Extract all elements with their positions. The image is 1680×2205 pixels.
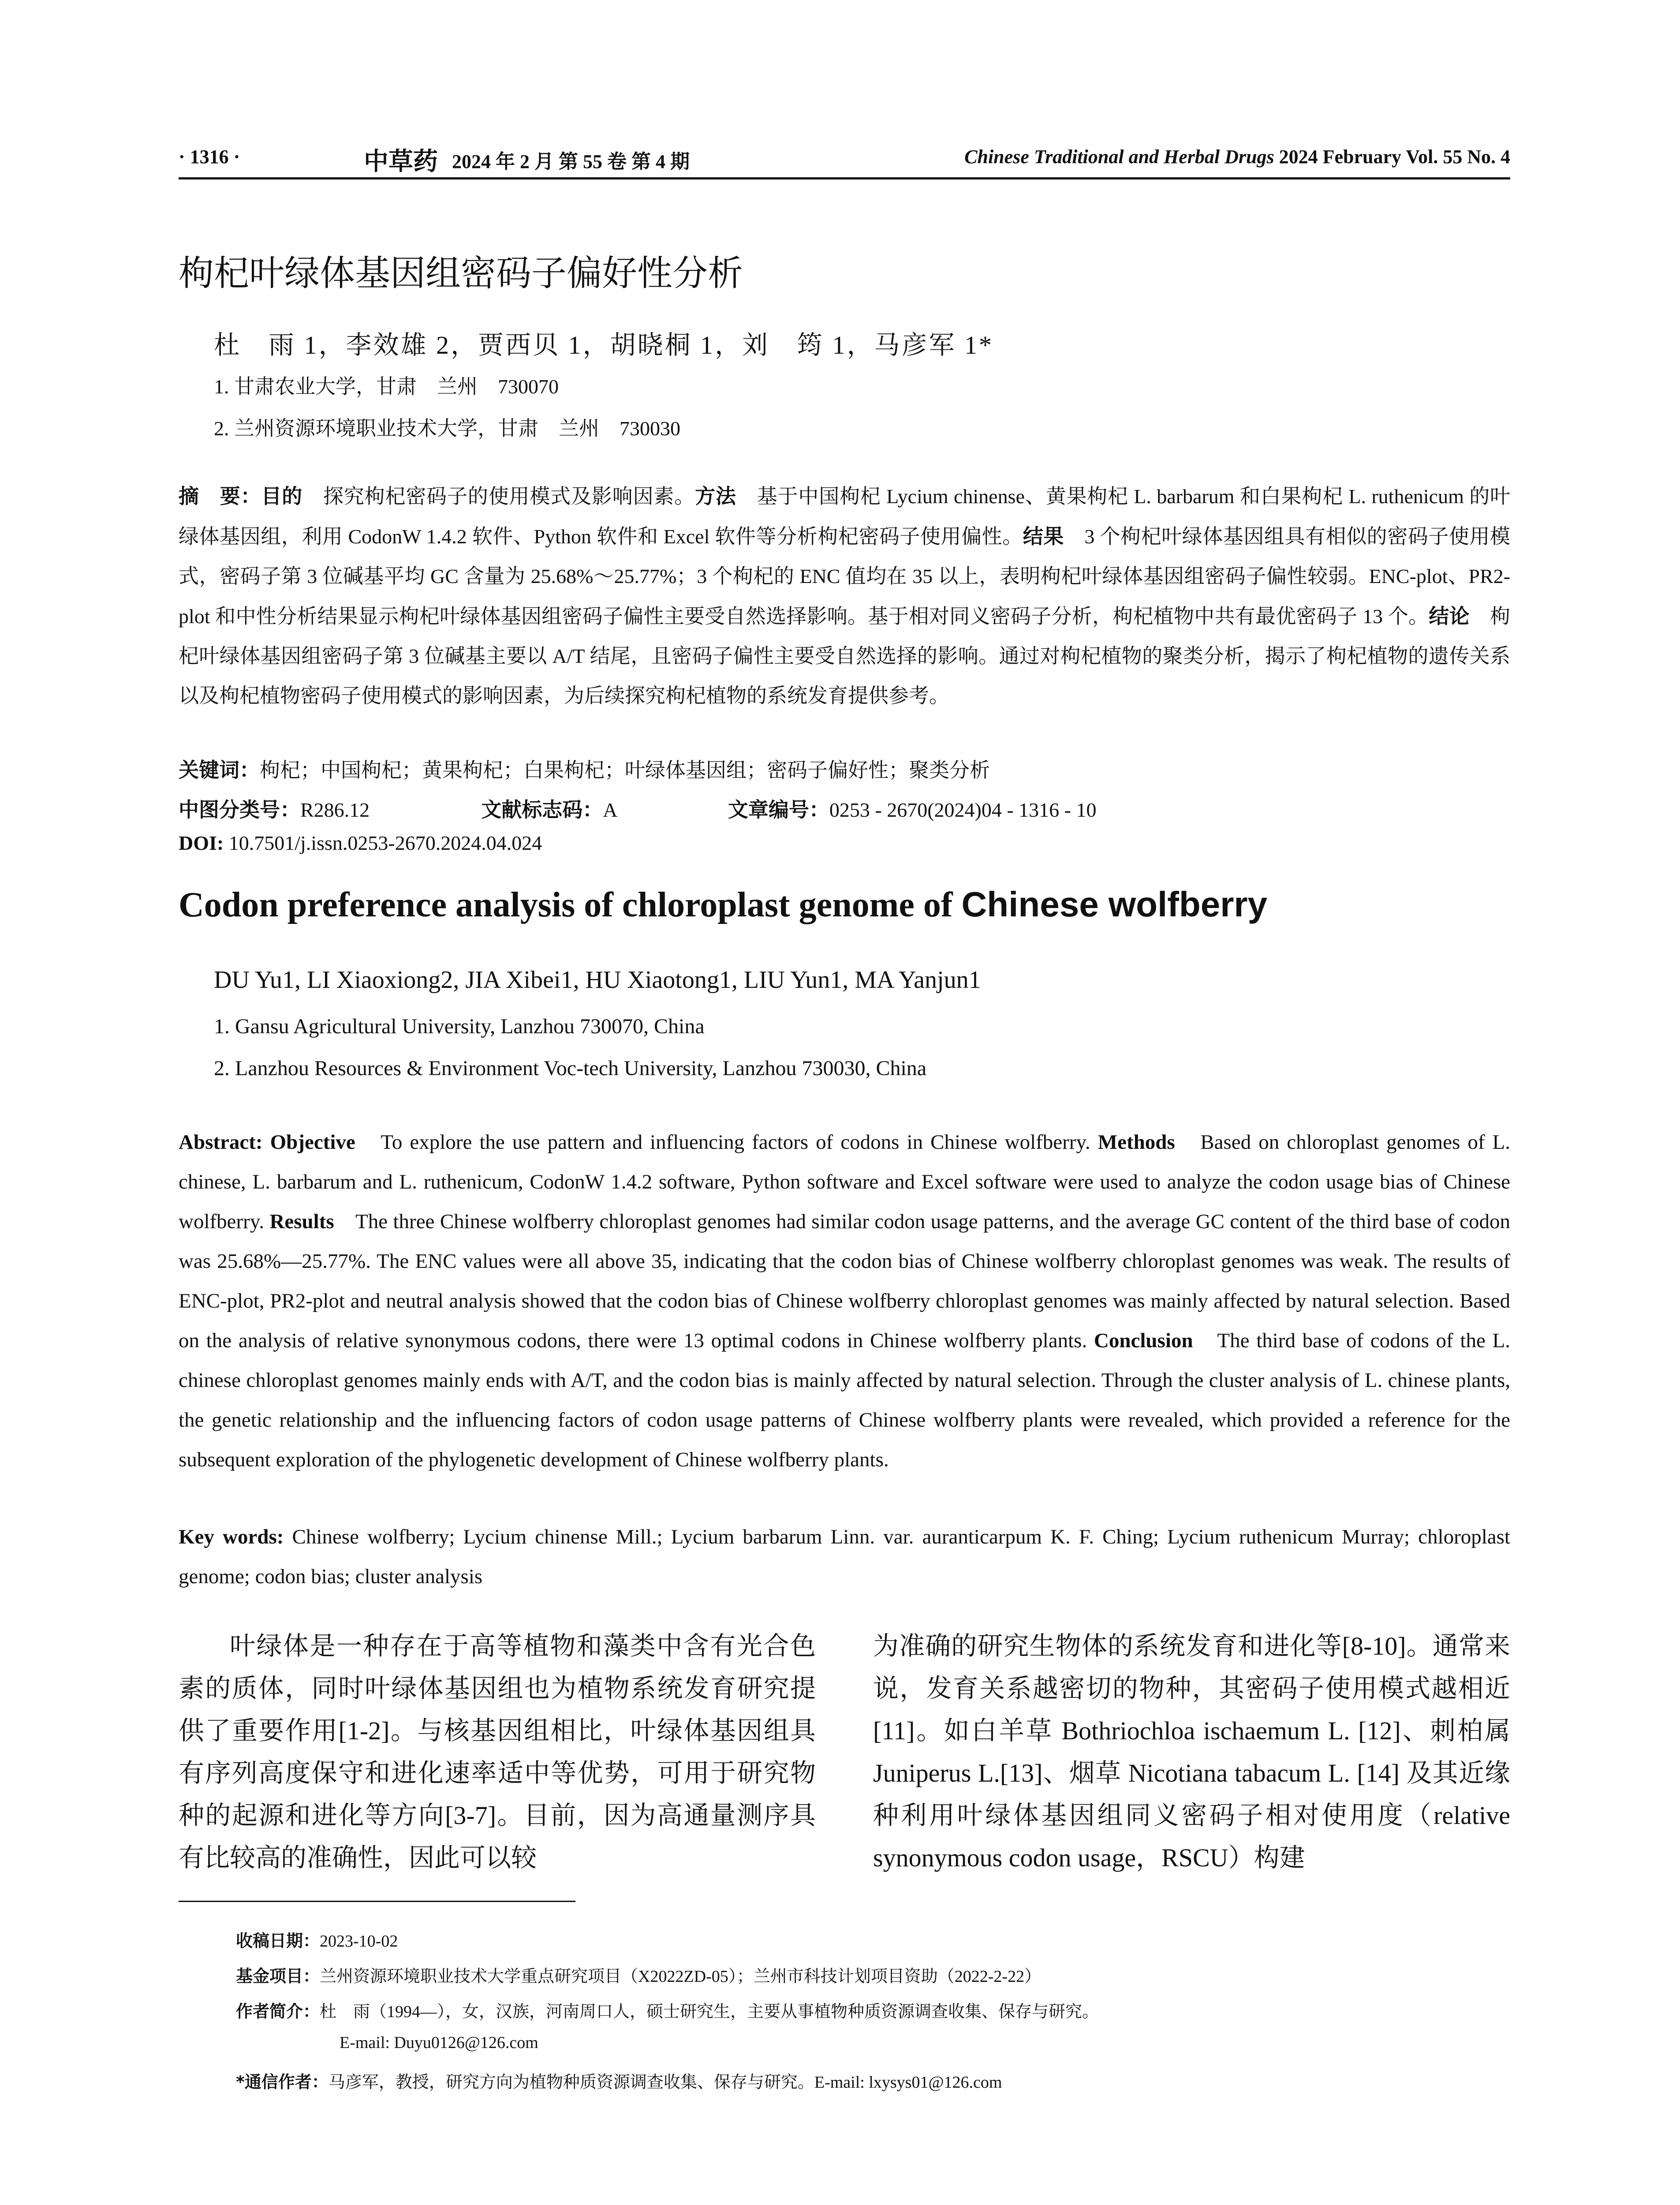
results-text: 3 个枸杞叶绿体基因组具有相似的密码子使用模式，密码子第 3 位碱基平均 GC 含量为 25.68%～25.77%；3 个枸杞的 ENC 值均在 35 以上，表明枸杞叶绿体基因组密码子偏性较弱。ENC-plot、PR2-plot 和中性分析结果显示枸杞叶绿体基因组密码子偏性主要受自然选择影响。基于相对同义密码子分析，枸杞植物中共有最优密码子 13 个。	[179, 525, 1511, 628]
clc-value: R286.12	[300, 799, 370, 821]
article-no-label: 文章编号：	[728, 798, 829, 822]
issue-cn: 2024 年 2 月 第 55 卷 第 4 期	[452, 151, 690, 172]
body-paragraph-right: 为准确的研究生物体的系统发育和进化等[8-10]。通常来说，发育关系越密切的物种，其密码子使用模式越相近[11]。如白羊草 Bothriochloa ischaemum L. [12]、刺柏属 Juniperus L.[13]、烟草 Nicotiana tabacum L. [14] 及其近缘种利用叶绿体基因组同义密码子相对使用度（relative synonymous codon usage，RSCU）构建	[873, 1632, 1510, 1872]
journal-name-en	[964, 146, 1510, 168]
keywords-cn-text: 枸杞；中国枸杞；黄果枸杞；白果枸杞；叶绿体基因组；密码子偏好性；聚类分析	[260, 759, 990, 781]
abstract-en-label: Abstract: Objective	[179, 1131, 355, 1154]
methods-en-text: Based on chloroplast genomes of L. chinese, L. barbarum and L. ruthenicum, CodonW 1.4.2 software, Python software and Excel software were used to analyze the codon usage bias of Chinese wolfberry.	[179, 1131, 1510, 1233]
objective-en-text: To explore the use pattern and influencing factors of codons in Chinese wolfberry.	[355, 1131, 1098, 1154]
body-column-left	[179, 1625, 816, 1879]
affiliation-cn-2: 2. 兰州资源环境职业技术大学，甘肃 兰州 730030	[214, 417, 680, 440]
title-en	[179, 884, 1267, 925]
abstract-en	[179, 1122, 1510, 1480]
objective-label: 目的	[261, 484, 303, 508]
journal-name-cn: 中草药	[364, 148, 438, 176]
keywords-en	[179, 1517, 1510, 1596]
footnote-rule	[179, 1901, 575, 1902]
received-label: 收稿日期：	[236, 1931, 320, 1951]
doc-code-label: 文献标志码：	[481, 798, 603, 822]
keywords-en-label: Key words:	[179, 1525, 284, 1548]
results-en-text: The three Chinese wolfberry chloroplast genomes had similar codon usage patterns, and the average GC content of the third base of codon was 25.68%—25.77%. The ENC values were all above 35, indicating that the codon bias of Chinese wolfberry chloroplast genomes was weak. The results of ENC-plot, PR2-plot and neutral analysis showed that the codon bias of Chinese wolfberry chloroplast genomes was mainly affected by natural selection. Based on the analysis of relative synonymous codons, there were 13 optimal codons in Chinese wolfberry plants.	[179, 1210, 1511, 1352]
methods-en-label: Methods	[1098, 1131, 1175, 1154]
received-value: 2023-10-02	[320, 1932, 398, 1951]
header-rule	[179, 177, 1510, 179]
page-number: · 1316 ·	[179, 146, 240, 168]
conclusion-text: 枸杞叶绿体基因组密码子第 3 位碱基主要以 A/T 结尾，且密码子偏性主要受自然选择的影响。通过对枸杞植物的聚类分析，揭示了枸杞植物的遗传关系以及枸杞植物密码子使用模式的影响因素，为后续探究枸杞植物的系统发育提供参考。	[179, 605, 1511, 707]
corresponding-label: *通信作者：	[236, 2072, 329, 2092]
conclusion-label: 结论	[1429, 604, 1470, 628]
affiliation-cn-1: 1. 甘肃农业大学，甘肃 兰州 730070	[214, 375, 559, 398]
keywords-cn-label: 关键词：	[179, 758, 260, 782]
affiliation-en-2: 2. Lanzhou Resources & Environment Voc-tech University, Lanzhou 730030, China	[214, 1057, 927, 1080]
journal-title-en: Chinese Traditional and Herbal Drugs	[964, 146, 1274, 168]
body-column-right	[873, 1625, 1510, 1879]
footnote-email: E-mail: Duyu0126@126.com	[340, 2033, 538, 2052]
doi-line	[179, 831, 542, 855]
fund-label: 基金项目：	[236, 1966, 320, 1986]
article-no-value: 0253 - 2670(2024)04 - 1316 - 10	[829, 799, 1097, 821]
running-header	[179, 140, 1510, 175]
fund-value: 兰州资源环境职业技术大学重点研究项目（X2022ZD-05）；兰州市科技计划项目资助（2022-2-22）	[320, 1967, 1042, 1986]
doi-value: 10.7501/j.issn.0253-2670.2024.04.024	[228, 832, 542, 854]
footnote-received	[236, 1927, 398, 1951]
abstract-cn-label: 摘 要：	[179, 484, 261, 508]
results-en-label: Results	[269, 1210, 334, 1233]
objective-text: 探究枸杞密码子的使用模式及影响因素。	[302, 485, 695, 508]
doc-code-value: A	[603, 799, 616, 821]
abstract-cn	[179, 476, 1510, 716]
keywords-en-text: Chinese wolfberry; Lycium chinense Mill.; Lycium barbarum Linn. var. auranticarpum K. F. Ching; Lycium ruthenicum Murray; chloroplast genome; codon bias; cluster analysis	[179, 1525, 1510, 1588]
methods-label: 方法	[695, 484, 736, 508]
author-bio-value: 杜 雨（1994—），女，汉族，河南周口人，硕士研究生，主要从事植物种质资源调查收集、保存与研究。	[320, 2003, 1099, 2021]
keywords-cn	[179, 754, 990, 783]
authors-en: DU Yu1, LI Xiaoxiong2, JIA Xibei1, HU Xiaotong1, LIU Yun1, MA Yanjun1	[214, 966, 981, 994]
footnote-author	[236, 1998, 1099, 2022]
body-paragraph-left: 叶绿体是一种存在于高等植物和藻类中含有光合色素的质体，同时叶绿体基因组也为植物系统发育研究提供了重要作用[1-2]。与核基因组相比，叶绿体基因组具有序列高度保守和进化速率适中等优势，可用于研究物种的起源和进化等方向[3-7]。目前，因为高通量测序具有比较高的准确性，因此可以较	[179, 1632, 816, 1872]
classification-line	[179, 794, 1193, 823]
conclusion-en-text: The third base of codons of the L. chinese chloroplast genomes mainly ends with A/T, and the codon bias is mainly affected by natural selection. Through the cluster analysis of L. chinese plants, the genetic relationship and the influencing factors of codon usage patterns of Chinese wolfberry plants were revealed, which provided a reference for the subsequent exploration of the phylogenetic development of Chinese wolfberry plants.	[179, 1329, 1510, 1471]
footnote-fund	[236, 1962, 1041, 1987]
clc-label: 中图分类号：	[179, 798, 300, 822]
methods-text: 基于中国枸杞 Lycium chinense、黄果枸杞 L. barbarum 和白果枸杞 L. ruthenicum 的叶绿体基因组，利用 CodonW 1.4.2 软件、Python 软件和 Excel 软件等分析枸杞密码子使用偏性。	[179, 485, 1511, 548]
title-cn: 枸杞叶绿体基因组密码子偏好性分析	[179, 253, 743, 294]
footnote-corresponding	[236, 2068, 1002, 2093]
authors-cn: 杜 雨 1，李效雄 2，贾西贝 1，胡晓桐 1，刘 筠 1，马彦军 1*	[214, 331, 994, 359]
results-label: 结果	[1023, 524, 1064, 548]
doi-label: DOI:	[179, 832, 224, 854]
conclusion-en-label: Conclusion	[1094, 1329, 1193, 1352]
affiliation-en-1: 1. Gansu Agricultural University, Lanzhou 730070, China	[214, 1015, 705, 1038]
title-en-part1: Codon preference analysis of chloroplast genome of	[179, 886, 962, 924]
corresponding-value: 马彦军，教授，研究方向为植物种质资源调查收集、保存与研究。E-mail: lxysys01@126.com	[328, 2073, 1002, 2092]
author-bio-label: 作者简介：	[236, 2002, 320, 2021]
issue-en: 2024 February Vol. 55 No. 4	[1279, 146, 1510, 168]
title-en-part2: Chinese wolfberry	[961, 885, 1267, 924]
